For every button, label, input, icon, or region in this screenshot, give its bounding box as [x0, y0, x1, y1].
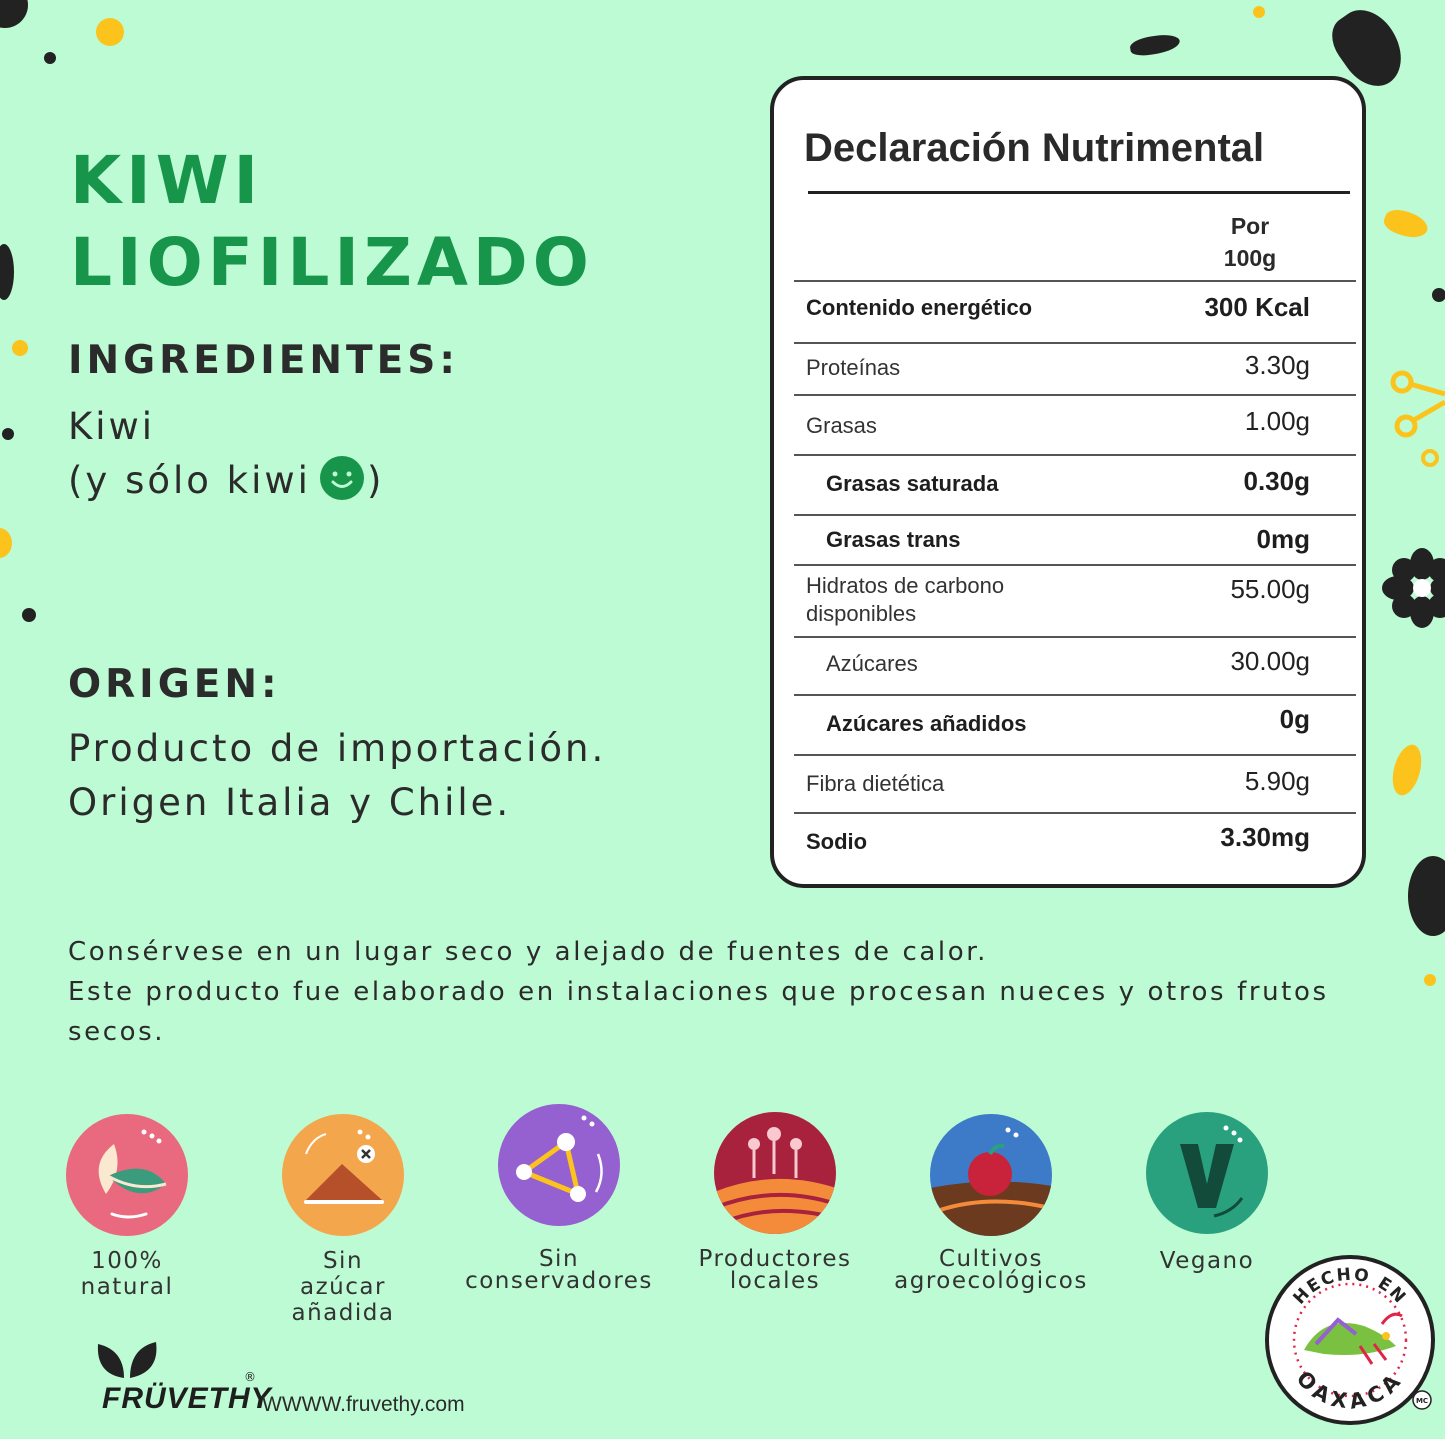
- nutrition-row-carbohydrates: [794, 564, 1356, 636]
- nutrition-value: 5.90g: [1244, 766, 1310, 796]
- nutrition-value: 0.30g: [1243, 466, 1310, 496]
- nutrition-title: Declaración Nutrimental: [804, 126, 1265, 170]
- nutrition-value: 30.00g: [1230, 646, 1310, 676]
- nutrition-label-line2: disponibles: [806, 601, 917, 626]
- nutrition-row-energy: [794, 280, 1356, 342]
- brand-name: FRÜVETHY: [102, 1382, 272, 1415]
- flower-decoration-icon: [1382, 548, 1445, 628]
- sugar-pile-icon: [282, 1114, 404, 1236]
- nutrition-value: 0mg: [1256, 524, 1310, 554]
- no-preservatives-badge: [498, 1104, 620, 1226]
- column-header-line2: 100g: [1223, 245, 1277, 271]
- ingredients-line1: Kiwi: [68, 405, 156, 448]
- no-preservatives-badge-label: [449, 1248, 669, 1292]
- badge-label-line: 100%: [91, 1248, 163, 1274]
- vegan-badge: [1146, 1112, 1268, 1234]
- nutrition-value: 3.30g: [1244, 350, 1310, 380]
- ingredients-heading: INGREDIENTES:: [68, 338, 459, 383]
- drop-decoration-icon: [1129, 33, 1181, 58]
- dark-dot-decoration: [22, 608, 36, 622]
- nutrition-label: Azúcares añadidos: [826, 711, 1027, 736]
- nutrition-facts-card: [770, 76, 1366, 888]
- badge-label-line: agroecológicos: [894, 1268, 1088, 1294]
- sparkle-decoration-icon: [1390, 368, 1445, 468]
- seal-bottom-text: OAXACA: [1291, 1366, 1409, 1414]
- leaves-logo-icon: [94, 1340, 164, 1382]
- origin-line2: Origen Italia y Chile.: [68, 781, 512, 824]
- smiley-icon: [319, 455, 365, 516]
- nutrition-label: Sodio: [806, 829, 868, 854]
- product-title-line2: LIOFILIZADO: [70, 224, 594, 301]
- product-title: [70, 140, 594, 304]
- yellow-dot-decoration: [96, 18, 124, 46]
- nutrition-row-fiber: [794, 754, 1356, 812]
- drop-decoration-icon: [0, 244, 14, 300]
- nutrition-value: 1.00g: [1244, 406, 1310, 436]
- local-producers-badge: [714, 1112, 836, 1234]
- yellow-dot-decoration: [1253, 6, 1265, 18]
- nutrition-value: 0g: [1279, 704, 1310, 734]
- origin-text: [68, 722, 606, 830]
- vegan-v-icon: [1146, 1112, 1268, 1234]
- nutrition-label: Proteínas: [806, 355, 901, 380]
- nutrition-label: Fibra dietética: [806, 771, 945, 796]
- no-added-sugar-badge: [282, 1114, 404, 1236]
- badge-label-line: Vegano: [1159, 1248, 1255, 1274]
- leaf-icon: [66, 1114, 188, 1236]
- origin-heading: ORIGEN:: [68, 662, 281, 707]
- nutrition-value: 55.00g: [1230, 574, 1310, 604]
- agroecological-badge: [930, 1114, 1052, 1236]
- nutrition-row-fat: [794, 394, 1356, 454]
- column-header: [1194, 210, 1306, 274]
- natural-badge-label: [17, 1248, 237, 1300]
- badge-label-line: Cultivos: [938, 1246, 1044, 1272]
- farm-field-icon: [714, 1112, 836, 1234]
- product-title-line1: KIWI: [70, 142, 264, 219]
- nutrition-row-protein: [794, 342, 1356, 394]
- nutrition-label: Azúcares: [826, 651, 918, 676]
- yellow-drop-decoration-icon: [1381, 205, 1431, 243]
- website-url: WWWW.fruvethy.com: [262, 1393, 465, 1416]
- column-header-line1: Por: [1230, 213, 1270, 239]
- seal-mark: MC: [1415, 1397, 1429, 1405]
- badge-label-line: Productores: [698, 1246, 852, 1272]
- ingredients-line2-text: (y sólo kiwi: [68, 459, 311, 502]
- apple-soil-icon: [930, 1114, 1052, 1236]
- local-producers-badge-label: [665, 1248, 885, 1292]
- nutrition-row-trans-fat: [794, 514, 1356, 564]
- hecho-en-oaxaca-seal: [1264, 1254, 1436, 1426]
- badge-label-line: Sin: [322, 1248, 364, 1274]
- yellow-half-circle-decoration: [0, 528, 12, 558]
- nutrition-label: Grasas: [806, 413, 877, 438]
- nutrition-row-added-sugars: [794, 694, 1356, 754]
- nutrition-label: Grasas saturada: [826, 471, 999, 496]
- ingredients-text: [68, 400, 384, 516]
- storage-note: [68, 932, 1388, 1052]
- ingredients-line2: [68, 454, 384, 516]
- natural-badge: [66, 1114, 188, 1236]
- storage-line1: Consérvese en un lugar seco y alejado de fuentes de calor.: [68, 937, 989, 967]
- brand-logo: [96, 1340, 272, 1420]
- dark-dot-decoration: [2, 428, 14, 440]
- no-added-sugar-badge-label: [233, 1248, 453, 1326]
- nutrition-value: 3.30mg: [1220, 822, 1310, 852]
- yellow-drop-decoration-icon: [1388, 742, 1427, 799]
- nutrition-label-line1: Hidratos de carbono: [806, 573, 1005, 598]
- badge-label-line: locales: [729, 1268, 821, 1294]
- nutrition-row-sugars: [794, 636, 1356, 694]
- seed-pod-decoration-icon: [1408, 856, 1445, 936]
- badge-label-line: natural: [80, 1274, 174, 1300]
- badge-label-line: azúcar: [300, 1274, 386, 1300]
- dark-dot-decoration: [1432, 288, 1445, 302]
- nutrition-value: 300 Kcal: [1204, 292, 1310, 322]
- nutrition-label: Grasas trans: [826, 527, 961, 552]
- badge-label-line: Sin: [538, 1246, 580, 1272]
- storage-line2: Este producto fue elaborado en instalaciones que procesan nueces y otros frutos secos.: [68, 977, 1329, 1047]
- nutrition-label: Contenido energético: [806, 295, 1033, 320]
- nutrition-row-saturated-fat: [794, 454, 1356, 514]
- seal-top-text: HECHO EN: [1289, 1264, 1411, 1309]
- badge-label-line: conservadores: [465, 1268, 653, 1294]
- dark-dot-decoration: [44, 52, 56, 64]
- agroecological-badge-label: [881, 1248, 1101, 1292]
- nutrition-row-sodium: [794, 812, 1356, 868]
- yellow-dot-decoration: [12, 340, 28, 356]
- nutrition-label: [806, 572, 1004, 628]
- badge-label-line: añadida: [291, 1300, 395, 1326]
- molecule-icon: [498, 1104, 620, 1226]
- title-divider: [808, 191, 1350, 194]
- yellow-dot-decoration: [1424, 974, 1436, 986]
- ingredients-line2-close: ): [366, 459, 385, 502]
- flower-decoration-icon: [0, 0, 28, 28]
- registered-mark: ®: [244, 1370, 256, 1384]
- origin-line1: Producto de importación.: [68, 727, 607, 770]
